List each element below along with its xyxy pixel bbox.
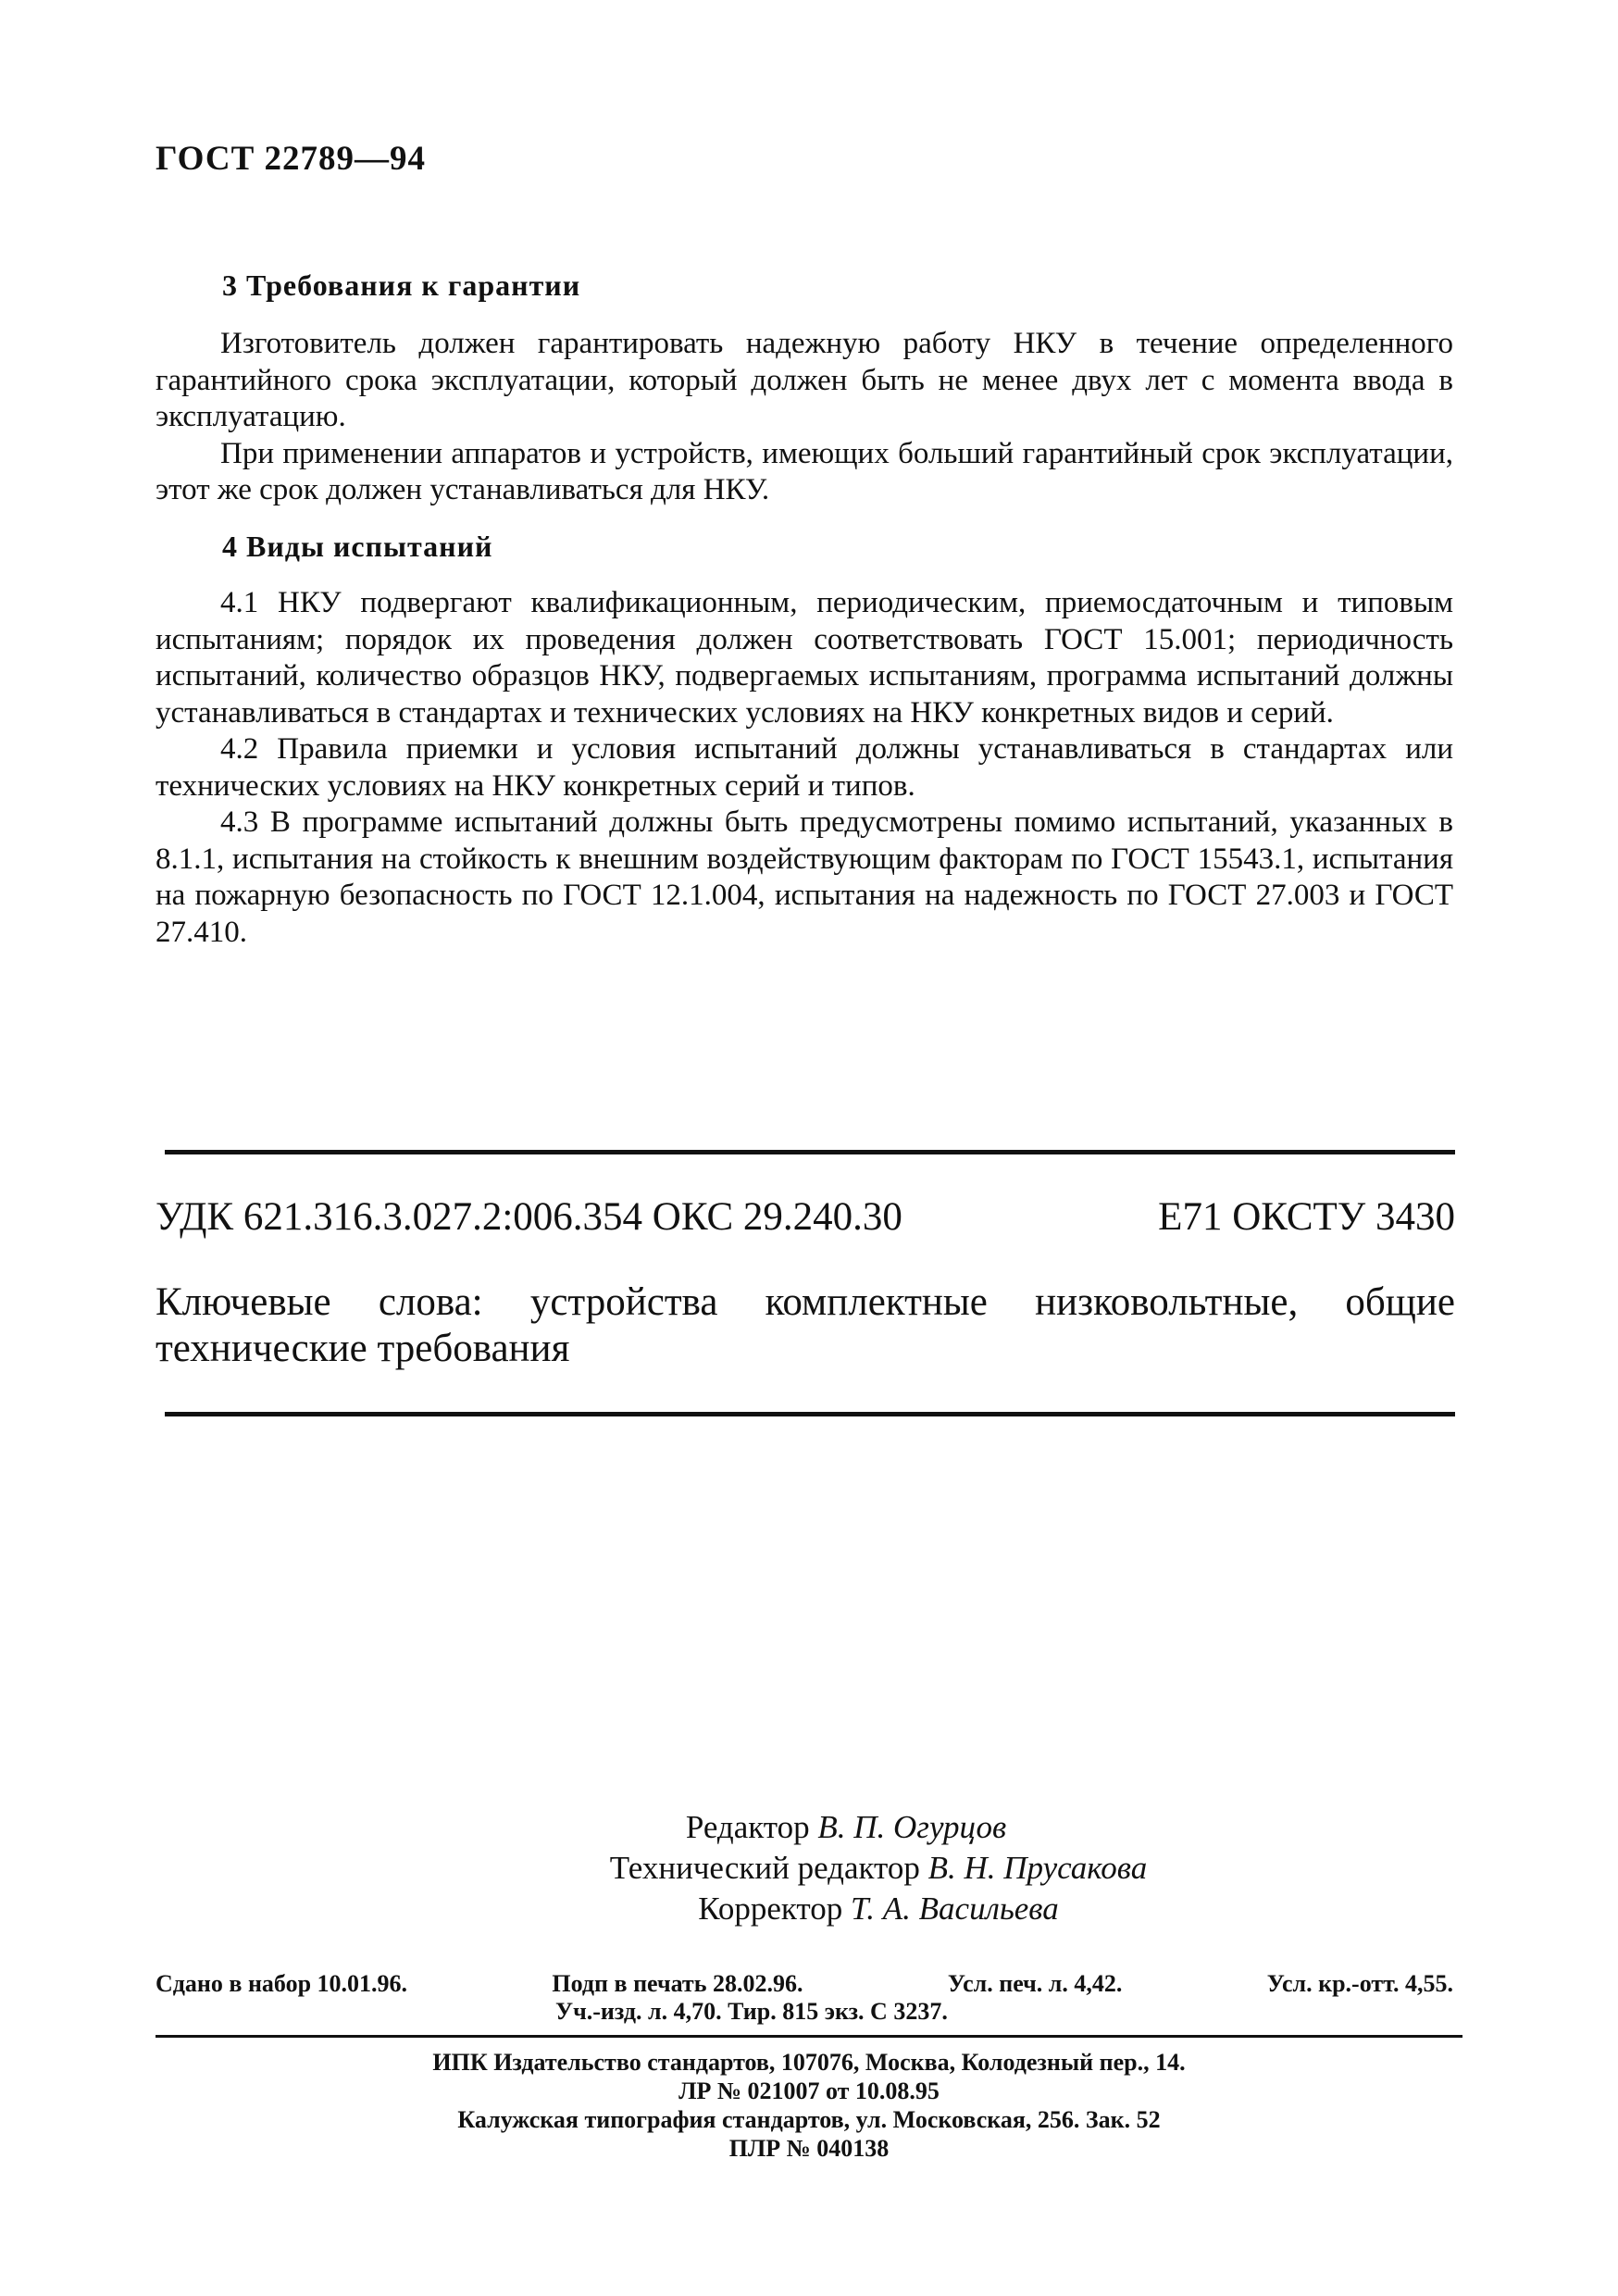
section-3-title: 3 Требования к гарантии [222,268,581,302]
editor-name: В. П. Огурцов [817,1809,1007,1845]
section-3-body [156,326,1453,509]
publisher-divider [156,2035,1462,2038]
tech-editor-label: Технический редактор [609,1850,920,1886]
submitted-date: Сдано в набор 10.01.96. [156,1970,408,1997]
tech-editor-line [0,1848,1618,1889]
keywords: Ключевые слова: устройства комплектные низковольтные, общие технические требования [156,1280,1455,1370]
section-4-paragraph-4-1: 4.1 НКУ подвергают квалификационным, периодическим, приемосдаточным и типовым испытаниям; порядок их проведения должен соответствовать ГОСТ 15.001; периодичность испытаний, количество образцов НКУ, подвергаемых испытаниям, программа испытаний должны устанавливаться в стандартах и технических условиях на НКУ конкретных видов и серий. [156,586,1453,730]
corrector-line [0,1889,1618,1929]
okstu-code: Е71 ОКСТУ 3430 [1158,1195,1455,1239]
editor-line [0,1807,1618,1848]
udk-code: УДК 621.316.3.027.2:006.354 ОКС 29.240.30 [156,1195,902,1239]
tech-editor-name: В. Н. Прусакова [927,1850,1148,1886]
publisher-info [0,2048,1618,2163]
printing-details-row [156,1970,1453,1998]
printing-run-info: Уч.-изд. л. 4,70. Тир. 815 экз. С 3237. [555,1998,948,2025]
editor-label: Редактор [685,1809,810,1845]
section-4-paragraph-4-3: 4.3 В программе испытаний должны быть предусмотрены помимо испытаний, указанных в 8.1.1, испытания на стойкость к внешним воздействующим факторам по ГОСТ 15543.1, испытания на пожарную безопасность по ГОСТ 12.1.004, испытания на надежность по ГОСТ 27.003 и ГОСТ 27.410. [156,805,1453,949]
color-prints: Усл. кр.-отт. 4,55. [1266,1970,1453,1997]
publisher-line: ПЛР № 040138 [728,2135,890,2162]
corrector-name: Т. А. Васильева [851,1890,1059,1927]
signed-date: Подп в печать 28.02.96. [552,1970,803,1997]
publisher-line: ИПК Издательство стандартов, 107076, Москва, Колодезный пер., 14. [432,2049,1186,2076]
section-4-paragraph-4-2: 4.2 Правила приемки и условия испытаний должны устанавливаться в стандартах или технических условиях на НКУ конкретных серий и типов. [156,732,1453,803]
printed-sheets: Усл. печ. л. 4,42. [947,1970,1123,1997]
staff-credits [0,1807,1618,1929]
bottom-divider [165,1412,1455,1416]
top-divider [165,1150,1455,1154]
publisher-line: Калужская типография стандартов, ул. Московская, 256. Зак. 52 [457,2106,1161,2133]
section-3-paragraph-2: При применении аппаратов и устройств, имеющих больший гарантийный срок эксплуатации, этот же срок должен устанавливаться для НКУ. [156,436,1453,506]
classification-row [156,1194,1455,1240]
section-4-title: 4 Виды испытаний [222,530,493,563]
section-4-body [156,585,1453,951]
corrector-label: Корректор [698,1890,843,1927]
section-3-paragraph-1: Изготовитель должен гарантировать надежную работу НКУ в течение определенного гарантийного срока эксплуатации, который должен быть не менее двух лет с момента ввода в эксплуатацию. [156,327,1453,433]
publisher-line: ЛР № 021007 от 10.08.95 [678,2078,940,2104]
page-header-standard-id: ГОСТ 22789—94 [156,140,426,178]
